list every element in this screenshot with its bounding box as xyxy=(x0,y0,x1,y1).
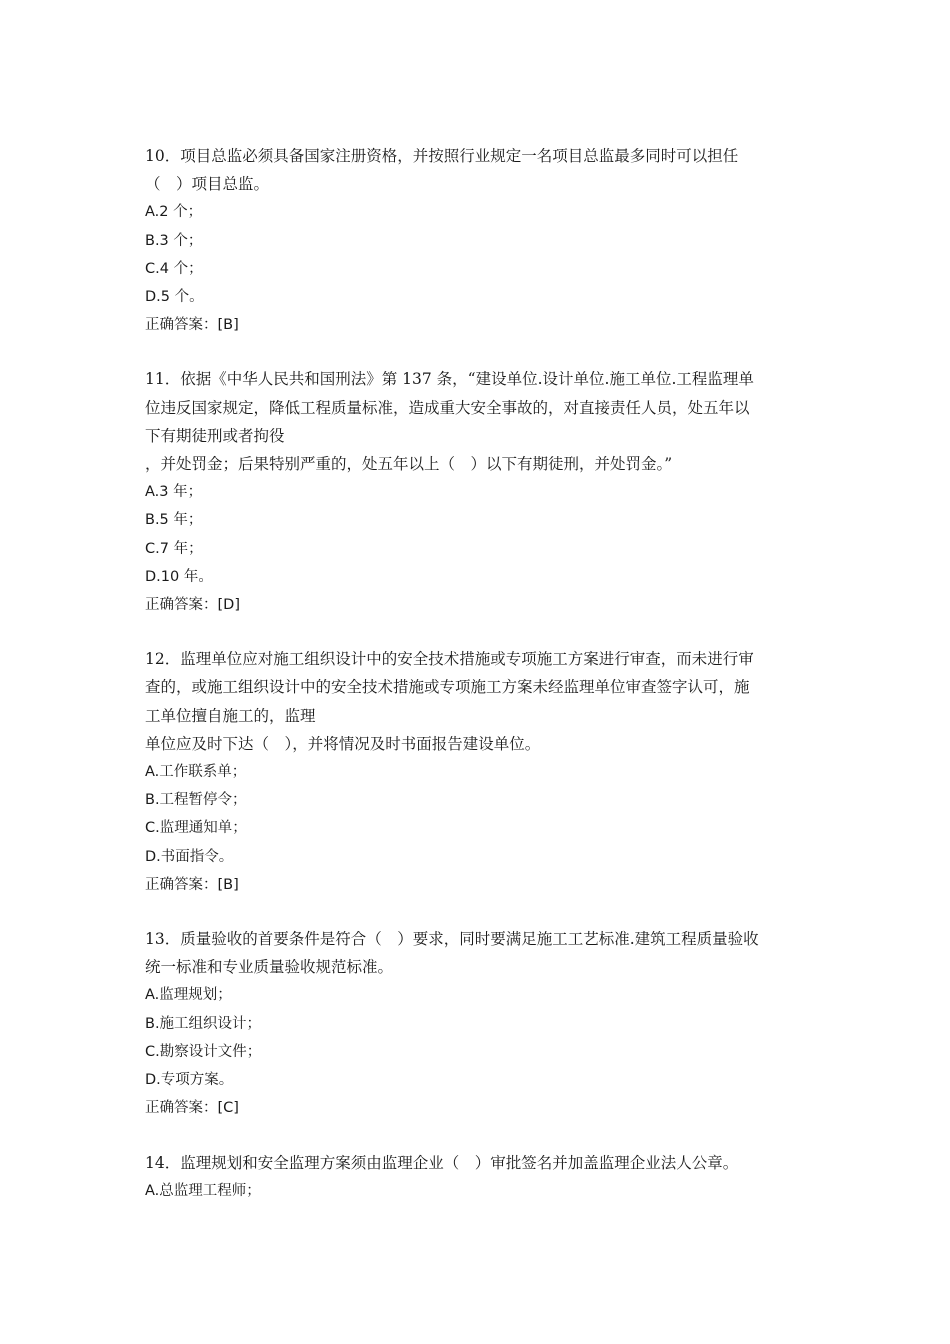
question-12 xyxy=(145,645,810,899)
option-c: C.监理通知单； xyxy=(145,820,247,837)
option-a: A.2 个； xyxy=(145,204,203,221)
option-b: B.工程暂停令； xyxy=(145,792,247,809)
question-stem-line: 14．监理规划和安全监理方案须由监理企业（ ）审批签名并加盖监理企业法人公章。 xyxy=(145,1153,739,1172)
option-d: D.10 年。 xyxy=(145,568,213,585)
question-stem-line: （ ）项目总监。 xyxy=(145,175,270,194)
option-c: C.勘察设计文件； xyxy=(145,1043,262,1060)
option-a: A.监理规划； xyxy=(145,987,232,1004)
question-stem-line: 工单位擅自施工的，监理 xyxy=(145,706,316,725)
question-stem-line: 12．监理单位应对施工组织设计中的安全技术措施或专项施工方案进行审查，而未进行审 xyxy=(145,650,754,669)
question-stem-line: 11．依据《中华人民共和国刑法》第 137 条，“建设单位.设计单位.施工单位.工程监理单 xyxy=(145,370,754,389)
option-b: B.5 年； xyxy=(145,512,203,529)
option-b: B.施工组织设计； xyxy=(145,1015,262,1032)
question-10 xyxy=(145,142,810,339)
question-stem-line: 位违反国家规定，降低工程质量标准，造成重大安全事故的，对直接责任人员，处五年以 xyxy=(145,398,750,417)
correct-answer: 正确答案：[B] xyxy=(145,876,239,893)
question-stem-line: 单位应及时下达（ ），并将情况及时书面报告建设单位。 xyxy=(145,734,541,753)
correct-answer: 正确答案：[B] xyxy=(145,317,239,334)
question-14 xyxy=(145,1149,810,1205)
option-c: C.4 个； xyxy=(145,260,203,277)
question-11 xyxy=(145,365,810,619)
correct-answer: 正确答案：[C] xyxy=(145,1100,239,1117)
option-c: C.7 年； xyxy=(145,540,203,557)
question-stem-line: 13．质量验收的首要条件是符合（ ）要求，同时要满足施工工艺标准.建筑工程质量验收 xyxy=(145,930,759,949)
question-stem-line: 查的，或施工组织设计中的安全技术措施或专项施工方案未经监理单位审查签字认可，施 xyxy=(145,678,750,697)
option-a: A.总监理工程师； xyxy=(145,1182,261,1199)
question-stem-line: ，并处罚金；后果特别严重的，处五年以上（ ）以下有期徒刑，并处罚金。” xyxy=(145,455,673,474)
document-page xyxy=(145,142,810,1231)
option-d: D.专项方案。 xyxy=(145,1072,234,1089)
question-stem-line: 10．项目总监必须具备国家注册资格，并按照行业规定一名项目总监最多同时可以担任 xyxy=(145,147,739,165)
correct-answer: 正确答案：[D] xyxy=(145,597,240,614)
option-d: D.5 个。 xyxy=(145,289,204,306)
question-stem-line: 统一标准和专业质量验收规范标准。 xyxy=(145,958,394,977)
option-b: B.3 个； xyxy=(145,232,203,249)
option-a: A.3 年； xyxy=(145,484,203,501)
option-a: A.工作联系单； xyxy=(145,764,247,781)
option-d: D.书面指令。 xyxy=(145,848,234,865)
question-stem-line: 下有期徒刑或者拘役 xyxy=(145,426,285,445)
question-13 xyxy=(145,925,810,1122)
